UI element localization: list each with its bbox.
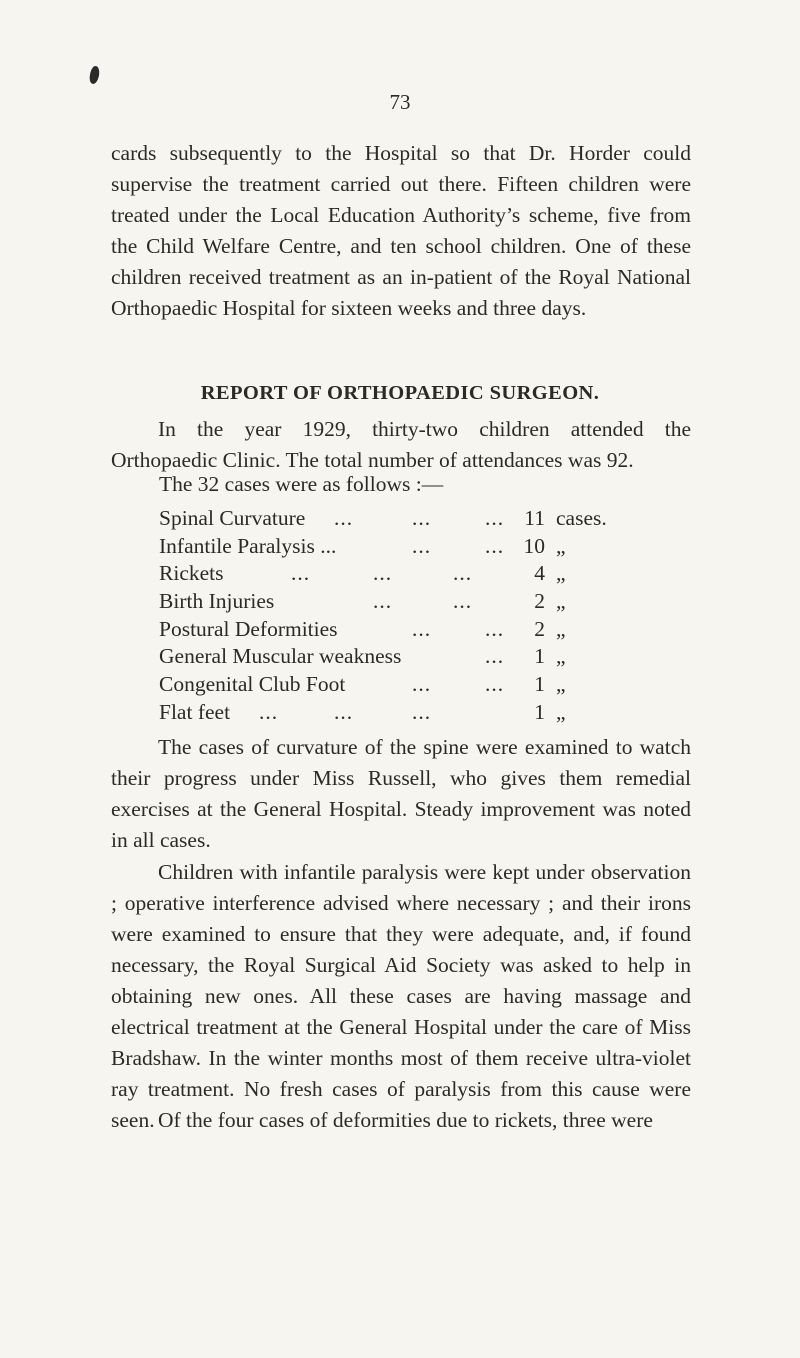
leader-dots: ... — [412, 672, 432, 697]
case-unit: „ — [556, 699, 568, 724]
ink-blot-mark — [88, 65, 101, 84]
paragraph-infantile-paralysis: Children with infantile paralysis were kept under observation ; operative interference advised where necessary ; and their irons were examined to ensure that they were adequate, and, if found necessary, the Royal Surgical Aid Society was asked to help in obtaining new ones. All these cases are having massage and electrical treatment at the General Hospital under the care of Miss Bradshaw. In the winter months most of them receive ultra-violet ray treatment. No fresh cases of paralysis from this cause were seen. — [111, 860, 691, 1132]
case-count: 1 — [534, 699, 545, 724]
case-count: 2 — [534, 616, 545, 641]
leader-dots: ... — [373, 561, 393, 586]
leader-dots: ... — [453, 561, 473, 586]
case-condition: Rickets — [159, 561, 224, 586]
case-unit: „ — [556, 533, 568, 558]
section-heading: REPORT OF ORTHOPAEDIC SURGEON. — [200, 382, 600, 404]
paragraph-continued: cards subsequently to the Hospital so that Dr. Horder could supervise the treatment carried out there. Fifteen children were treated under the Local Education Authority’s scheme, five from the Child Welfare Centre, and ten school children. One of these children received treatment as an in-patient of the Royal National Orthopaedic Hospital for sixteen weeks and three days. — [111, 141, 691, 320]
leader-dots: ... — [485, 506, 505, 530]
case-condition: General Muscular weakness — [159, 644, 402, 669]
case-count: 11 — [524, 506, 545, 530]
table-row — [159, 616, 679, 644]
case-unit: „ — [556, 672, 568, 697]
leader-dots: ... — [485, 644, 505, 669]
paragraph-rickets: Of the four cases of deformities due to rickets, three were — [158, 1108, 653, 1132]
case-count: 10 — [523, 533, 545, 558]
cases-table-intro: The 32 cases were as follows :— — [159, 472, 444, 496]
leader-dots: ... — [291, 561, 311, 586]
page-number: 73 — [389, 90, 411, 114]
case-count: 2 — [534, 589, 545, 614]
leader-dots: ... — [485, 616, 505, 641]
case-condition: Flat feet — [159, 699, 231, 724]
table-row — [159, 588, 679, 616]
leader-dots: ... — [412, 616, 432, 641]
leader-dots: ... — [453, 589, 473, 614]
table-row — [159, 643, 679, 671]
leader-dots: ... — [412, 699, 432, 724]
leader-dots: ... — [334, 699, 354, 724]
leader-dots: ... — [412, 506, 432, 530]
leader-dots: ... — [259, 699, 279, 724]
case-condition: Congenital Club Foot — [159, 672, 346, 697]
table-row — [159, 560, 679, 588]
case-unit: „ — [556, 561, 568, 586]
paragraph-clinic-attendance: In the year 1929, thirty-two children attended the Orthopaedic Clinic. The total number of attendances was 92. — [111, 417, 691, 472]
leader-dots: ... — [412, 533, 432, 558]
paragraph-spinal-curvature: The cases of curvature of the spine were examined to watch their progress under Miss Russell, who gives them remedial exercises at the General Hospital. Steady improvement was noted in all cases. — [111, 735, 691, 852]
leader-dots: ... — [334, 506, 354, 530]
table-row — [159, 699, 679, 727]
table-row — [159, 533, 679, 561]
case-unit: „ — [556, 589, 568, 614]
cases-table — [159, 505, 679, 727]
case-count: 1 — [534, 644, 545, 669]
leader-dots: ... — [485, 533, 505, 558]
case-condition: Birth Injuries — [159, 589, 275, 614]
leader-dots: ... — [485, 672, 505, 697]
table-row — [159, 505, 679, 533]
case-unit: „ — [556, 644, 568, 669]
case-unit: „ — [556, 616, 568, 641]
case-condition: Postural Deformities — [159, 616, 338, 641]
case-count: 4 — [534, 561, 545, 586]
case-unit: cases. — [556, 506, 607, 530]
case-count: 1 — [534, 672, 545, 697]
case-condition: Infantile Paralysis ... — [159, 533, 337, 558]
leader-dots: ... — [373, 589, 393, 614]
case-condition: Spinal Curvature — [159, 506, 306, 530]
table-row — [159, 671, 679, 699]
